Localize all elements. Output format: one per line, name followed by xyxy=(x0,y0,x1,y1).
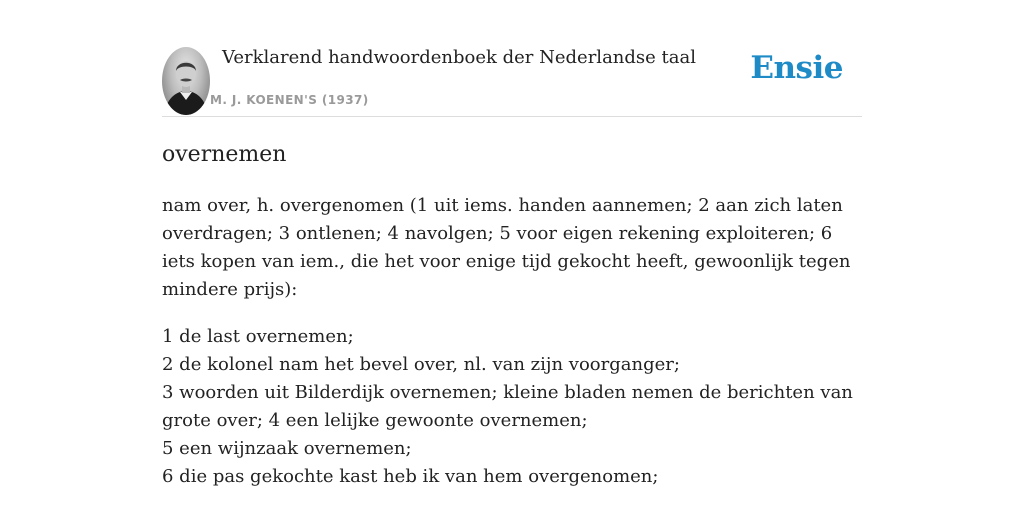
example-item: 2 de kolonel nam het bevel over, nl. van zijn voorganger; xyxy=(162,354,680,375)
entry-headword: overnemen xyxy=(162,142,287,167)
example-item: 6 die pas gekochte kast heb ik van hem overgenomen; xyxy=(162,466,659,487)
example-item: 1 de last overnemen; xyxy=(162,326,354,347)
book-title: Verklarend handwoordenboek der Nederlandse taal xyxy=(222,47,696,68)
ensie-logo-link[interactable]: Ensie xyxy=(750,50,843,86)
author-byline: M. J. KOENEN'S (1937) xyxy=(210,93,369,107)
entry-definition: nam over, h. overgenomen (1 uit iems. handen aannemen; 2 aan zich laten overdragen; 3 ontlenen; 4 navolgen; 5 voor eigen rekening exploiteren; 6 iets kopen van iem., die het voor enige tijd gekocht heeft, gewoonlijk tegen mindere prijs): xyxy=(162,195,851,300)
example-list xyxy=(162,323,862,491)
example-item: 3 woorden uit Bilderdijk overnemen; kleine bladen nemen de berichten van grote over; 4 een lelijke gewoonte overnemen; xyxy=(162,382,853,431)
example-item: 5 een wijnzaak overnemen; xyxy=(162,438,412,459)
author-portrait-icon xyxy=(162,47,210,115)
dictionary-header xyxy=(162,46,862,117)
